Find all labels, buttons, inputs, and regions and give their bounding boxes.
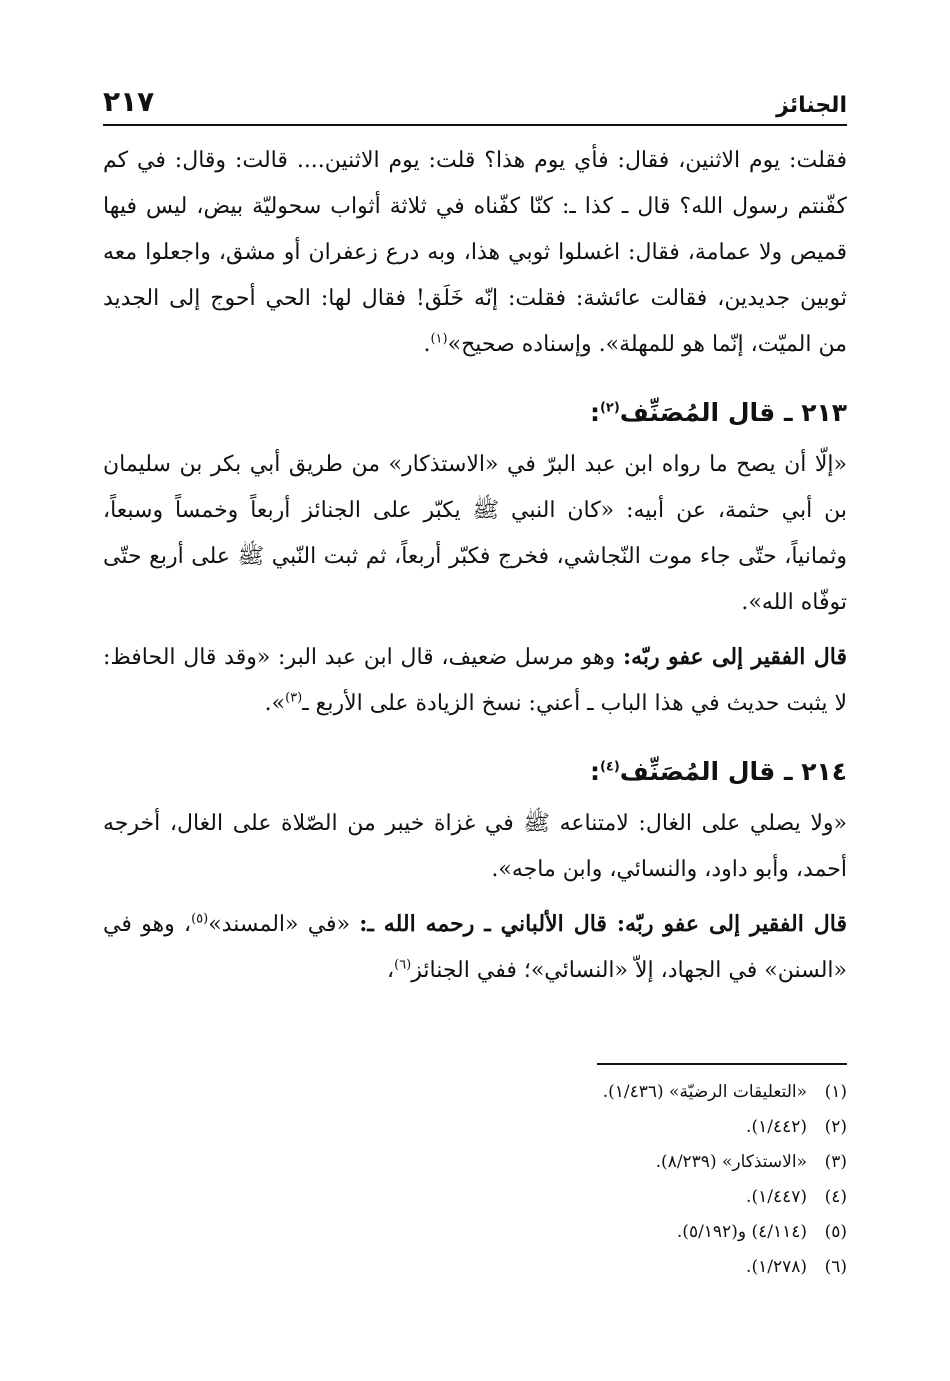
footnote-number: (٦) xyxy=(824,1257,847,1277)
heading-colon: : xyxy=(589,757,600,786)
footnote-divider xyxy=(597,1063,847,1065)
footnote-text: «التعليقات الرضيّة» (١/٤٣٦). xyxy=(602,1082,807,1102)
footnote-text: (٤/١١٤) و(٥/١٩٢). xyxy=(676,1222,807,1242)
footnote-text: (١/٤٤٢). xyxy=(746,1117,807,1137)
comment-paragraph-213 xyxy=(103,634,847,727)
footnote-text: (١/٢٧٨). xyxy=(746,1257,807,1277)
footnote-item xyxy=(103,1145,847,1180)
paragraph-end: . xyxy=(423,332,431,357)
footnote-text: (١/٤٤٧). xyxy=(746,1187,807,1207)
section-heading-214 xyxy=(103,749,847,795)
footnote-item xyxy=(103,1250,847,1285)
comment-lead: قال الفقير إلى عفو ربّه: xyxy=(622,644,847,670)
page-number: ٢١٧ xyxy=(103,85,155,118)
comment-lead: قال الفقير إلى عفو ربّه: قال الألباني ـ رحمه الله ـ: xyxy=(359,911,848,937)
footnote-ref: (٤) xyxy=(599,759,620,775)
footnote-ref: (٥) xyxy=(191,911,209,927)
footnote-item xyxy=(103,1215,847,1250)
footnote-number: (٤) xyxy=(824,1187,847,1207)
header-divider xyxy=(103,124,847,126)
comment-text-a: «في «المسند» xyxy=(208,912,360,937)
heading-text: ٢١٣ ـ قال المُصَنِّف xyxy=(619,398,847,427)
paragraph-hadith-continuation xyxy=(103,138,847,368)
footnote-number: (٢) xyxy=(824,1117,847,1137)
footnote-ref: (٢) xyxy=(599,400,620,416)
footnote-text: «الاستذكار» (٨/٢٣٩). xyxy=(655,1152,807,1172)
footnote-ref: (٦) xyxy=(394,957,412,973)
footnote-ref: (١) xyxy=(430,331,448,347)
footnote-number: (٥) xyxy=(824,1222,847,1242)
comment-paragraph-214 xyxy=(103,901,847,994)
footnote-number: (١) xyxy=(824,1082,847,1102)
chapter-title: الجنائز xyxy=(776,93,847,118)
section-heading-213 xyxy=(103,390,847,436)
comment-text-b: ، وهو في «السنن» في الجهاد، إلاّ «النسائي»؛ ففي الجنائز xyxy=(103,912,847,983)
footnote-item xyxy=(103,1075,847,1110)
footnote-item xyxy=(103,1180,847,1215)
footnote-ref: (٣) xyxy=(285,690,303,706)
heading-colon: : xyxy=(589,398,600,427)
running-header xyxy=(103,78,847,118)
footnote-number: (٣) xyxy=(824,1152,847,1172)
main-text xyxy=(103,138,847,994)
comment-text-c: ، xyxy=(387,958,395,983)
footnote-item xyxy=(103,1110,847,1145)
footnotes xyxy=(103,1075,847,1285)
comment-text: وهو مرسل ضعيف، قال ابن عبد البر: «وقد قال الحافظ: لا يثبت حديث في هذا الباب ـ أعني: نسخ الزيادة على الأربع ـ xyxy=(103,645,847,716)
quote-paragraph-213: «إلّا أن يصح ما رواه ابن عبد البرّ في «الاستذكار» من طريق أبي بكر بن سليمان بن أبي حثمة، عن أبيه: «كان النبي ﷺ يكبّر على الجنائز أربعاً وخمساً وسبعاً، وثمانياً، حتّى جاء موت النّجاشي، فخرج فكبّر أربعاً، ثم ثبت النّبي ﷺ على أربع حتّى توفّاه الله». xyxy=(103,452,847,615)
quote-paragraph-214: «ولا يصلي على الغال: لامتناعه ﷺ في غزاة خيبر من الصّلاة على الغال، أخرجه أحمد، وأبو داود، والنسائي، وابن ماجه». xyxy=(103,811,847,882)
paragraph-text: فقلت: يوم الاثنين، فقال: فأي يوم هذا؟ قلت: يوم الاثنين.... قالت: وقال: في كم كفّنتم رسول الله؟ قال ـ كذا ـ: كنّا كفّناه في ثلاثة أثواب سحوليّة بيض، ليس فيها قميص ولا عمامة، فقال: اغسلوا ثوبي هذا، وبه درع زعفران أو مشق، واجعلوا معه ثوبين جديدين، فقالت عائشة: فقلت: إنّه خَلَق! فقال لها: الحي أحوج إلى الجديد من الميّت، إنّما هو للمهلة». وإسناده صحيح» xyxy=(103,148,848,357)
heading-text: ٢١٤ ـ قال المُصَنِّف xyxy=(619,757,847,786)
comment-end: ». xyxy=(264,691,286,716)
